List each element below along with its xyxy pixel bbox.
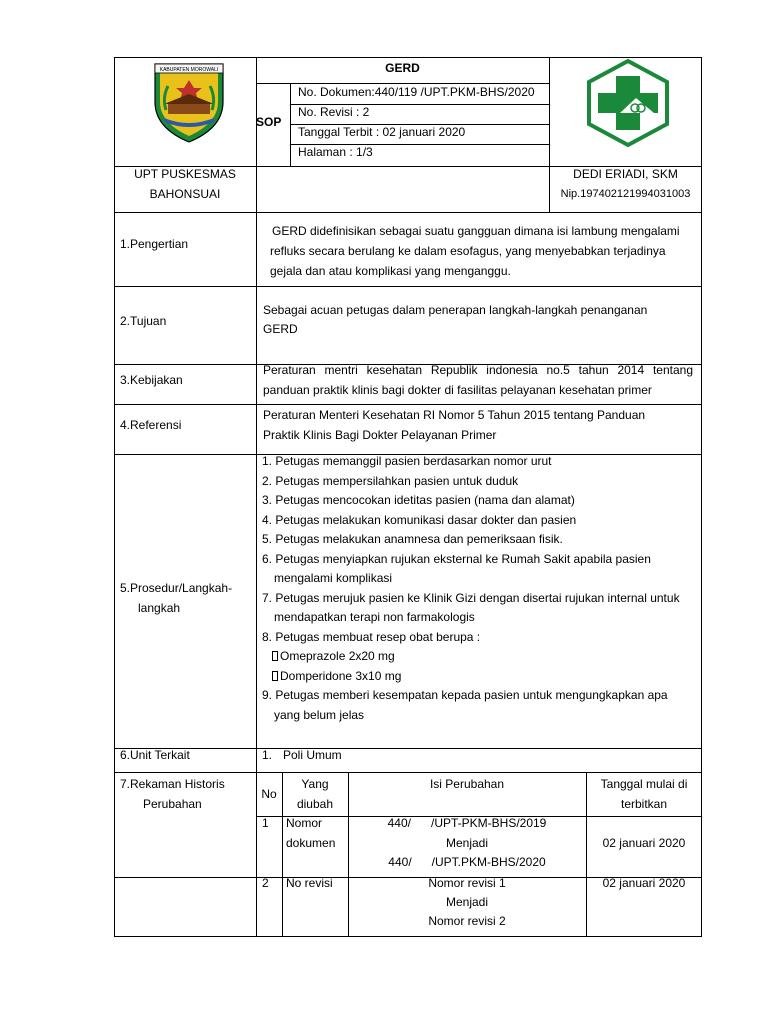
tujuan-line-1: Sebagai acuan petugas dalam penerapan langkah-langkah penanganan: [263, 303, 648, 317]
prosedur-label-1: 5.Prosedur/Langkah-: [120, 581, 233, 595]
history-row-2-field-1: No revisi: [286, 876, 333, 890]
kebijakan-line-2: panduan praktik klinis bagi dokter di fasilitas pelayanan kesehatan primer: [263, 382, 652, 397]
org-name-line2: BAHONSUAI: [149, 187, 221, 201]
history-row-2-change-2: Menjadi: [445, 895, 489, 909]
history-row-1-change-1: 440/ /UPT-PKM-BHS/2019: [387, 816, 547, 830]
history-row-1-change-2: Menjadi: [445, 836, 489, 850]
rekaman-label-1: 7.Rekaman Historis: [120, 777, 225, 791]
history-row-2-change-1: Nomor revisi 1: [428, 876, 506, 890]
step-9-cont: yang belum jelas: [274, 707, 365, 722]
prosedur-label-2: langkah: [138, 601, 181, 615]
unit-label: 6.Unit Terkait: [120, 748, 190, 762]
history-row-2-date: 02 januari 2020: [602, 876, 686, 890]
referensi-line-1: Peraturan Menteri Kesehatan RI Nomor 5 Tahun 2015 tentang Panduan: [263, 408, 646, 422]
document-title: GERD: [385, 61, 420, 75]
drug-name-1: Omeprazole 2x20 mg: [280, 649, 395, 663]
doc-number: No. Dokumen:440/119 /UPT.PKM-BHS/2020: [298, 85, 535, 99]
unit-item: Poli Umum: [283, 748, 342, 762]
step-4: 4. Petugas melakukan komunikasi dasar dokter dan pasien: [262, 512, 577, 527]
history-header-content: Isi Perubahan: [429, 777, 505, 791]
issue-date: Tanggal Terbit : 02 januari 2020: [298, 125, 466, 139]
step-7: 7. Petugas merujuk pasien ke Klinik Gizi dengan disertai rujukan internal untuk: [262, 590, 680, 605]
signer-name: DEDI ERIADI, SKM: [573, 167, 678, 181]
step-9: 9. Petugas memberi kesempatan kepada pasien untuk mengungkapkan apa: [262, 688, 668, 702]
pengertian-label: 1.Pengertian: [120, 237, 189, 251]
sop-label: SOP: [256, 115, 282, 129]
step-2: 2. Petugas mempersilahkan pasien untuk duduk: [262, 473, 519, 488]
puskesmas-logo: [580, 58, 676, 151]
step-1: 1. Petugas memanggil pasien berdasarkan nomor urut: [262, 454, 552, 468]
step-6: 6. Petugas menyiapkan rujukan eksternal ke Rumah Sakit apabila pasien: [262, 551, 651, 566]
row-line-3: [114, 404, 702, 405]
drug-item-1: [262, 647, 680, 667]
history-row-1-field-2: dokumen: [286, 836, 336, 850]
step-6-cont: mengalami komplikasi: [274, 571, 393, 585]
signer-nip: Nip.197402121994031003: [560, 188, 691, 200]
row-line-1: [114, 286, 702, 287]
step-7-cont: mendapatkan terapi non farmakologis: [274, 610, 475, 624]
kebijakan-line-1: Peraturan mentri kesehatan Republik indonesia no.5 tahun 2014 tentang: [263, 363, 693, 377]
step-8: 8. Petugas membuat resep obat berupa :: [262, 629, 481, 644]
history-row-2-no: 2: [262, 876, 269, 890]
kebijakan-label: 3.Kebijakan: [120, 373, 183, 387]
pengertian-line-2: refluks secara berulang ke dalam esofagus, yang menyebabkan terjadinya: [270, 244, 666, 258]
kebijakan-text: [263, 361, 693, 400]
drug-item-2: [262, 667, 680, 687]
history-header-date-1: Tanggal mulai di: [600, 777, 688, 791]
referensi-line-2: Praktik Klinis Bagi Dokter Pelayanan Primer: [263, 428, 497, 442]
history-header-no: No: [261, 787, 277, 801]
history-row-1-date: 02 januari 2020: [602, 836, 686, 850]
bullet-glyph-icon: [272, 651, 278, 661]
history-header-changed-1: Yang: [301, 777, 329, 791]
unit-item-number: 1.: [262, 748, 273, 762]
history-header-date-2: terbitkan: [620, 797, 668, 811]
tujuan-line-2: GERD: [263, 322, 298, 336]
drug-name-2: Domperidone 3x10 mg: [280, 668, 402, 683]
step-5: 5. Petugas melakukan anamnesa dan pemeriksaan fisik.: [262, 532, 563, 546]
bullet-glyph-icon: [272, 671, 278, 681]
org-name-line1: UPT PUSKESMAS: [134, 167, 236, 181]
step-3: 3. Petugas mencocokan idetitas pasien (nama dan alamat): [262, 493, 575, 507]
tujuan-label: 2.Tujuan: [120, 314, 167, 328]
history-row-1-change-3: 440/ /UPT.PKM-BHS/2020: [388, 855, 546, 869]
pengertian-line-1: GERD didefinisikan sebagai suatu gangguan dimana isi lambung mengalami: [272, 224, 680, 238]
page-number: Halaman : 1/3: [298, 145, 373, 159]
history-row-1-no: 1: [262, 816, 269, 830]
emblem-text: KABUPATEN MOROWALI: [159, 67, 219, 73]
history-row-2-change-3: Nomor revisi 2: [428, 914, 506, 928]
header-divider-1: [256, 57, 257, 213]
history-header-changed-2: diubah: [296, 797, 334, 811]
row-line-6: [114, 772, 702, 773]
rekaman-label-2: Perubahan: [143, 797, 202, 811]
prosedur-steps: [262, 452, 680, 725]
body-column-divider: [256, 212, 257, 937]
pengertian-line-3: gejala dan atau komplikasi yang menganggu.: [270, 264, 511, 278]
row-line-5: [114, 748, 702, 749]
regency-emblem-logo: [150, 58, 228, 147]
referensi-label: 4.Referensi: [120, 418, 182, 432]
revision-number: No. Revisi : 2: [298, 105, 370, 119]
history-row-1-field-1: Nomor: [286, 816, 323, 830]
